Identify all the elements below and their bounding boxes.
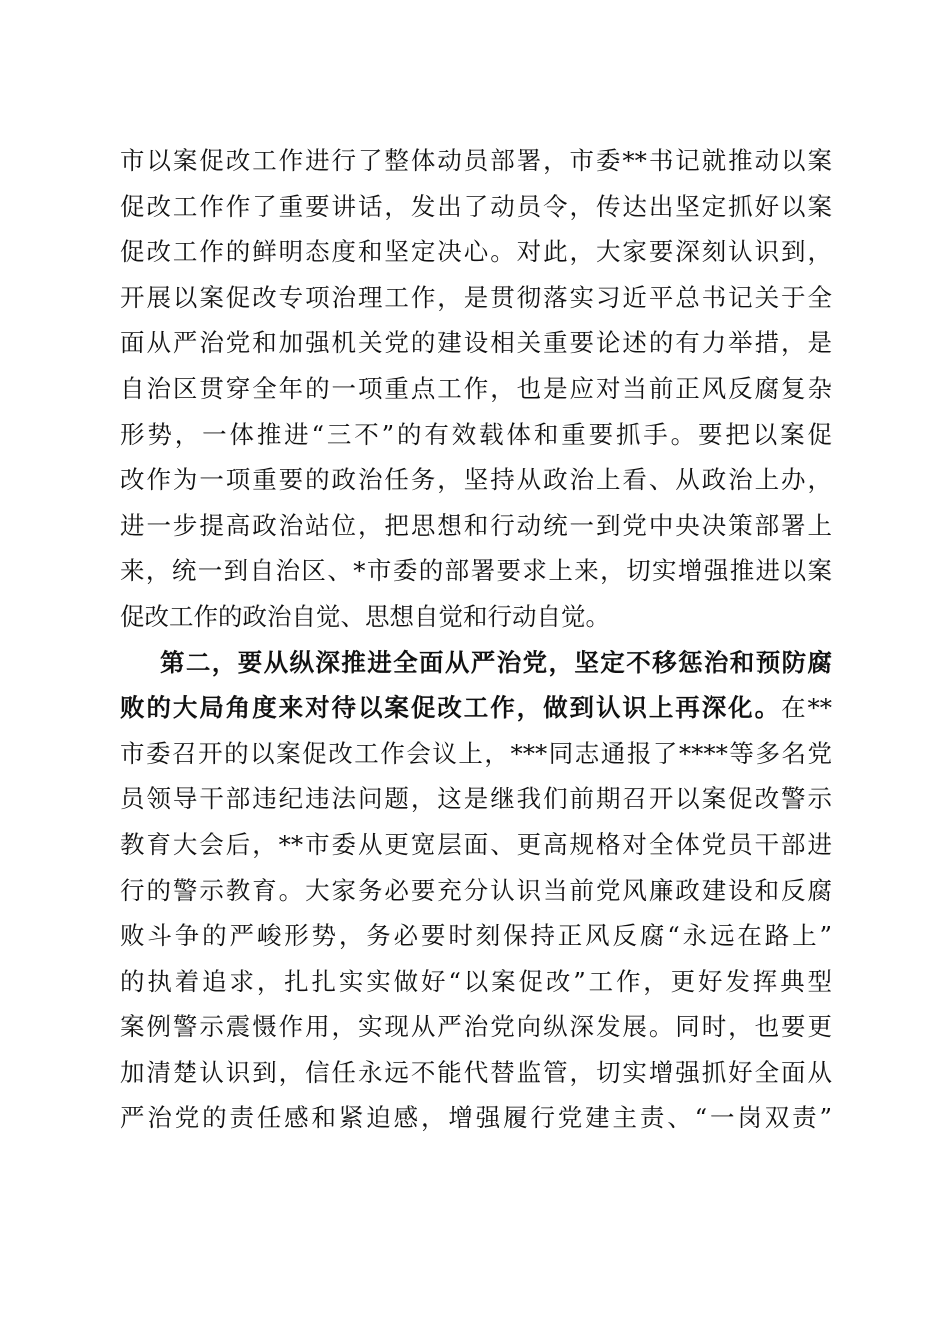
text-line: 市委召开的以案促改工作会议上，***同志通报了****等多名党 (120, 738, 832, 768)
text-line: 进一步提高政治站位，把思想和行动统一到党中央决策部署上 (120, 510, 832, 540)
text-line: 败斗争的严峻形势，务必要时刻保持正风反腐“永远在路上” (120, 921, 832, 951)
text-line: 教育大会后，**市委从更宽层面、更高规格对全体党员干部进 (120, 829, 832, 859)
text-line: 形势，一体推进“三不”的有效载体和重要抓手。要把以案促 (120, 419, 832, 449)
text-line: 开展以案促改专项治理工作，是贯彻落实习近平总书记关于全 (120, 282, 832, 312)
text-line: 加清楚认识到，信任永远不能代替监管，切实增强抓好全面从 (120, 1057, 832, 1087)
text-line: 自治区贯穿全年的一项重点工作，也是应对当前正风反腐复杂 (120, 373, 832, 403)
heading-trailing-text: 在** (781, 693, 833, 723)
text-line: 促改工作的政治自觉、思想自觉和行动自觉。 (120, 601, 610, 631)
text-line: 面从严治党和加强机关党的建设相关重要论述的有力举措，是 (120, 328, 832, 358)
body-text (120, 138, 832, 1141)
paragraph-heading-line: 第二，要从纵深推进全面从严治党，坚定不移惩治和预防腐 (160, 647, 832, 677)
text-line: 案例警示震慑作用，实现从严治党向纵深发展。同时，也要更 (120, 1012, 832, 1042)
text-line: 的执着追求，扎扎实实做好“以案促改”工作，更好发挥典型 (120, 966, 832, 996)
text-line: 来，统一到自治区、*市委的部署要求上来，切实增强推进以案 (120, 556, 832, 586)
paragraph-heading-line-2 (120, 685, 832, 731)
text-line: 市以案促改工作进行了整体动员部署，市委**书记就推动以案 (120, 146, 832, 175)
text-line: 改作为一项重要的政治任务，坚持从政治上看、从政治上办， (120, 465, 832, 495)
text-line: 促改工作作了重要讲话，发出了动员令，传达出坚定抓好以案 (120, 191, 832, 221)
text-line: 行的警示教育。大家务必要充分认识当前党风廉政建设和反腐 (120, 875, 832, 905)
text-line: 员领导干部违纪违法问题，这是继我们前期召开以案促改警示 (120, 784, 832, 814)
text-line: 严治党的责任感和紧迫感，增强履行党建主责、“一岗双责” (120, 1103, 832, 1133)
heading-bold-text: 败的大局角度来对待以案促改工作，做到认识上再深化。 (120, 693, 782, 723)
text-line: 促改工作的鲜明态度和坚定决心。对此，大家要深刻认识到， (120, 237, 832, 267)
